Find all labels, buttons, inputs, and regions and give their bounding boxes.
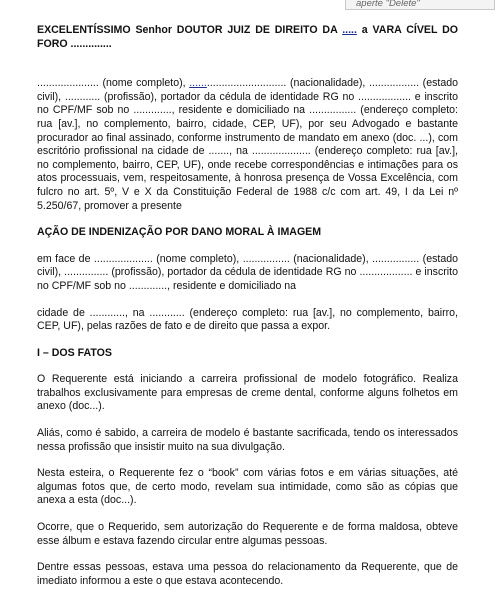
facts-paragraph-4: Ocorre, que o Requerido, sem autorização do Requerente e de forma maldosa, obteve esse álbum e estava fazendo circular entre algumas pessoas. (37, 521, 458, 547)
facts-paragraph-3: Nesta esteira, o Requerente fez o “book” com várias fotos e em várias situações, até algumas fotos que, de certo modo, revelam sua intimidade, como são as cópias que anexa a esta (doc...). (37, 467, 458, 507)
petition-document (37, 24, 458, 588)
court-address-heading (37, 24, 458, 51)
facts-paragraph-5: Dentre essas pessoas, estava uma pessoa do relacionamento da Requerente, que de imediato informou a este o que estava acontecendo. (37, 561, 458, 587)
court-number-link[interactable]: ..... (342, 24, 357, 36)
plaintiff-qualification-text: ........................... (nacionalidade), ................. (estado civil), ............ (profissão), portador da cédula de identidade RG no .................. e inscrito no CPF/MF sob no ............., residente e domiciliado na ................ (endereço completo: rua [av.], no complemento, bairro, cidade, CEP, UF), por seu Advogado e bastante procurador ao final assinado, conforme instrumento de mandato em anexo (doc. ...), com escritório profissional na cidade de ......., na .................... (endereço completo: rua [av.], no complemento, bairro, CEP, UF), onde recebe correspondências e intimações para os atos processuais, vem, respeitosamente, à honrosa presença de Vossa Excelência, com fulcro no art. 5º, V e X da Constituição Federal de 1988 c/c com art. 49, I da Lei nº 5.250/67, promover a presente (37, 77, 458, 212)
court-address-text: EXCELENTÍSSIMO Senhor DOUTOR JUIZ DE DIREITO DA (37, 24, 343, 36)
facts-paragraph-1: O Requerente está iniciando a carreira profissional de modelo fotográfico. Realiza trabalhos exclusivamente para empresas de creme dental, conforme alguns folhetos em anexo (doc...). (37, 373, 458, 413)
plaintiff-name-text: ..................... (nome completo), (37, 77, 190, 90)
court-address-tail: a VARA CÍVEL DO FORO .............. (37, 24, 458, 50)
defendant-qualification-paragraph: em face de .................... (nome completo), ................ (nacionalidade), ................ (estado civil), ............... (profissão), portador da cédula de identidade RG no .................. e inscrito no CPF/MF sob no ............., residente e domiciliado na (37, 252, 458, 292)
delete-hint-tooltip: aperte "Delete" (345, 0, 495, 10)
facts-paragraph-2: Aliás, como é sabido, a carreira de modelo é bastante sacrificada, tendo os interessados nessa profissão que insistir muito na sua divulgação. (37, 427, 458, 453)
plaintiff-qualification-paragraph (37, 77, 458, 213)
defendant-address-paragraph: cidade de ............, na ............ (endereço completo: rua [av.], no complemento, bairro, CEP, UF), pelas razões de fato e de direito que passa a expor. (37, 306, 458, 333)
action-title: AÇÃO DE INDENIZAÇÃO POR DANO MORAL À IMAGEM (37, 226, 322, 239)
section-facts-title: I – DOS FATOS (37, 346, 112, 359)
nationality-link[interactable]: ...... (189, 77, 207, 90)
